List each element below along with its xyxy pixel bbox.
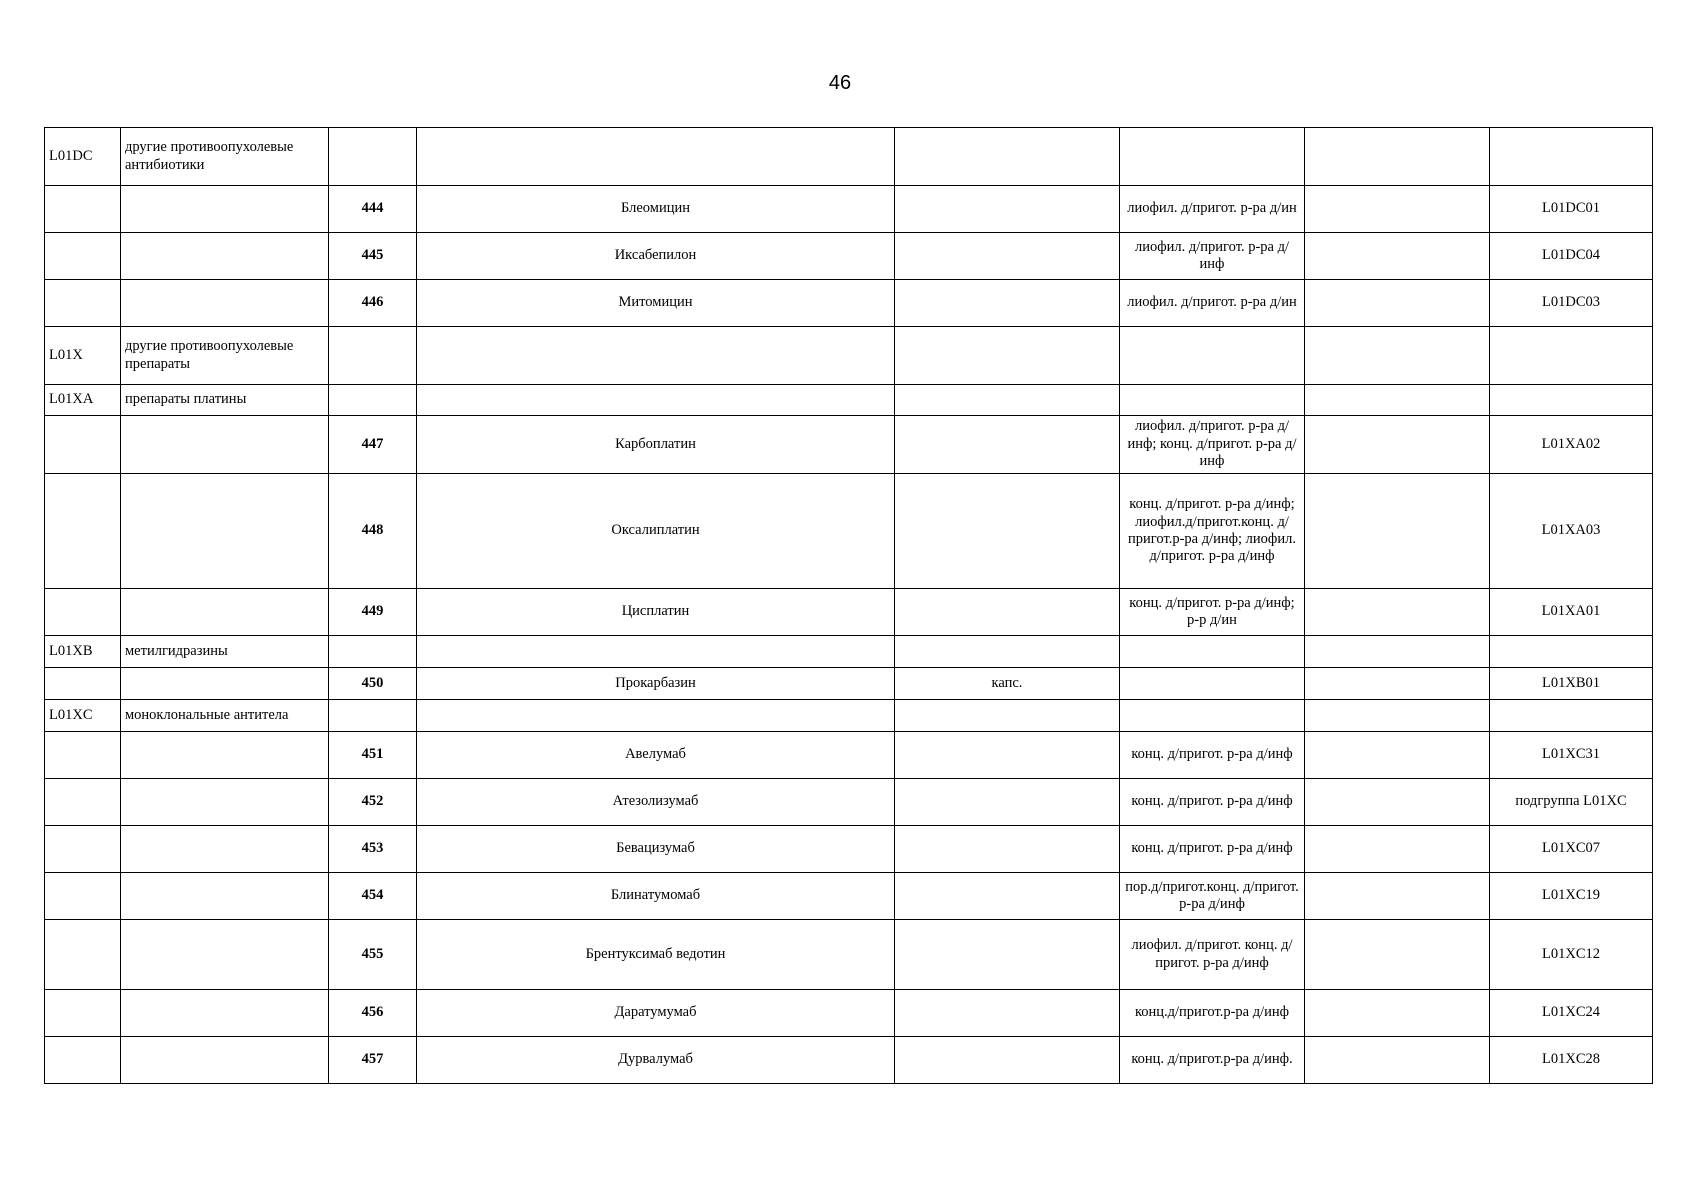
item-number <box>329 700 417 732</box>
dosage-form-injection: конц. д/пригот. р-ра д/инф <box>1120 732 1305 779</box>
atc-code: L01XC31 <box>1490 732 1653 779</box>
atc-code <box>1490 327 1653 385</box>
atc-group-name <box>121 233 329 280</box>
extra-cell <box>1305 920 1490 990</box>
item-number: 450 <box>329 668 417 700</box>
drug-name <box>417 128 895 186</box>
atc-group-code <box>45 1037 121 1084</box>
dosage-form-oral <box>895 636 1120 668</box>
dosage-form-injection: конц. д/пригот. р-ра д/инф; р-р д/ин <box>1120 589 1305 636</box>
dosage-form-injection: лиофил. д/пригот. р-ра д/инф; конц. д/пригот. р-ра д/инф <box>1120 416 1305 474</box>
dosage-form-injection: конц. д/пригот. р-ра д/инф <box>1120 826 1305 873</box>
drug-name <box>417 636 895 668</box>
table-row <box>45 589 1653 636</box>
item-number <box>329 128 417 186</box>
item-number: 448 <box>329 474 417 589</box>
atc-group-code <box>45 990 121 1037</box>
drug-name: Брентуксимаб ведотин <box>417 920 895 990</box>
atc-group-name: другие противоопухолевые препараты <box>121 327 329 385</box>
dosage-form-oral <box>895 732 1120 779</box>
atc-code: L01XC12 <box>1490 920 1653 990</box>
extra-cell <box>1305 589 1490 636</box>
table-row <box>45 1037 1653 1084</box>
table-row <box>45 668 1653 700</box>
atc-group-code <box>45 873 121 920</box>
extra-cell <box>1305 280 1490 327</box>
item-number: 445 <box>329 233 417 280</box>
atc-code: L01DC01 <box>1490 186 1653 233</box>
drug-name: Карбоплатин <box>417 416 895 474</box>
atc-group-name <box>121 186 329 233</box>
atc-group-name <box>121 416 329 474</box>
atc-group-name <box>121 920 329 990</box>
table-row <box>45 826 1653 873</box>
extra-cell <box>1305 416 1490 474</box>
table-row <box>45 186 1653 233</box>
table-row <box>45 873 1653 920</box>
drug-name: Блинатумомаб <box>417 873 895 920</box>
extra-cell <box>1305 779 1490 826</box>
table-row <box>45 700 1653 732</box>
atc-group-name: другие противоопухолевые антибиотики <box>121 128 329 186</box>
dosage-form-injection: лиофил. д/пригот. р-ра д/инф <box>1120 233 1305 280</box>
extra-cell <box>1305 636 1490 668</box>
dosage-form-oral <box>895 589 1120 636</box>
atc-code: L01XC24 <box>1490 990 1653 1037</box>
extra-cell <box>1305 732 1490 779</box>
dosage-form-oral <box>895 700 1120 732</box>
dosage-form-injection <box>1120 700 1305 732</box>
extra-cell <box>1305 668 1490 700</box>
item-number: 454 <box>329 873 417 920</box>
drug-name: Даратумумаб <box>417 990 895 1037</box>
drug-name: Цисплатин <box>417 589 895 636</box>
atc-group-name: метилгидразины <box>121 636 329 668</box>
dosage-form-oral: капс. <box>895 668 1120 700</box>
table-row <box>45 636 1653 668</box>
drug-name: Авелумаб <box>417 732 895 779</box>
drug-name: Иксабепилон <box>417 233 895 280</box>
dosage-form-injection: конц. д/пригот.р-ра д/инф. <box>1120 1037 1305 1084</box>
dosage-form-injection: лиофил. д/пригот. конц. д/пригот. р-ра д/инф <box>1120 920 1305 990</box>
dosage-form-oral <box>895 474 1120 589</box>
table-row <box>45 233 1653 280</box>
drug-name: Блеомицин <box>417 186 895 233</box>
atc-group-name <box>121 990 329 1037</box>
drug-name <box>417 700 895 732</box>
extra-cell <box>1305 700 1490 732</box>
drug-name: Прокарбазин <box>417 668 895 700</box>
extra-cell <box>1305 474 1490 589</box>
atc-group-code <box>45 779 121 826</box>
dosage-form-injection <box>1120 636 1305 668</box>
atc-group-name: моноклональные антитела <box>121 700 329 732</box>
dosage-form-injection <box>1120 385 1305 416</box>
atc-group-code: L01XC <box>45 700 121 732</box>
atc-group-name <box>121 589 329 636</box>
item-number: 444 <box>329 186 417 233</box>
dosage-form-oral <box>895 920 1120 990</box>
dosage-form-oral <box>895 826 1120 873</box>
dosage-form-injection <box>1120 668 1305 700</box>
dosage-form-oral <box>895 327 1120 385</box>
item-number: 446 <box>329 280 417 327</box>
atc-group-code <box>45 732 121 779</box>
item-number: 452 <box>329 779 417 826</box>
drug-name: Бевацизумаб <box>417 826 895 873</box>
atc-code: L01XA03 <box>1490 474 1653 589</box>
atc-group-code <box>45 589 121 636</box>
extra-cell <box>1305 990 1490 1037</box>
table-row <box>45 990 1653 1037</box>
drug-name <box>417 385 895 416</box>
drug-table <box>44 127 1653 1084</box>
table-row <box>45 280 1653 327</box>
atc-code: L01XC07 <box>1490 826 1653 873</box>
atc-code: L01XA01 <box>1490 589 1653 636</box>
atc-group-code <box>45 233 121 280</box>
drug-name: Атезолизумаб <box>417 779 895 826</box>
extra-cell <box>1305 233 1490 280</box>
atc-group-name <box>121 826 329 873</box>
atc-code: L01XA02 <box>1490 416 1653 474</box>
atc-group-name <box>121 779 329 826</box>
atc-code <box>1490 700 1653 732</box>
extra-cell <box>1305 826 1490 873</box>
atc-code <box>1490 385 1653 416</box>
dosage-form-injection: конц. д/пригот. р-ра д/инф <box>1120 779 1305 826</box>
extra-cell <box>1305 327 1490 385</box>
item-number <box>329 385 417 416</box>
dosage-form-injection: конц. д/пригот. р-ра д/инф; лиофил.д/пригот.конц. д/пригот.р-ра д/инф; лиофил. д/пригот. р-ра д/инф <box>1120 474 1305 589</box>
dosage-form-oral <box>895 1037 1120 1084</box>
atc-group-name <box>121 474 329 589</box>
dosage-form-oral <box>895 186 1120 233</box>
dosage-form-injection: конц.д/пригот.р-ра д/инф <box>1120 990 1305 1037</box>
dosage-form-oral <box>895 385 1120 416</box>
dosage-form-injection: лиофил. д/пригот. р-ра д/ин <box>1120 186 1305 233</box>
atc-group-code: L01DC <box>45 128 121 186</box>
atc-code <box>1490 636 1653 668</box>
table-row <box>45 128 1653 186</box>
table-row <box>45 416 1653 474</box>
dosage-form-oral <box>895 128 1120 186</box>
extra-cell <box>1305 873 1490 920</box>
atc-group-name <box>121 668 329 700</box>
drug-name <box>417 327 895 385</box>
drug-name: Митомицин <box>417 280 895 327</box>
dosage-form-injection: лиофил. д/пригот. р-ра д/ин <box>1120 280 1305 327</box>
atc-group-code <box>45 474 121 589</box>
atc-code <box>1490 128 1653 186</box>
item-number: 447 <box>329 416 417 474</box>
item-number: 457 <box>329 1037 417 1084</box>
dosage-form-oral <box>895 416 1120 474</box>
atc-group-name <box>121 1037 329 1084</box>
atc-code: L01XC19 <box>1490 873 1653 920</box>
extra-cell <box>1305 1037 1490 1084</box>
item-number: 456 <box>329 990 417 1037</box>
dosage-form-oral <box>895 873 1120 920</box>
atc-group-name <box>121 280 329 327</box>
atc-group-code <box>45 826 121 873</box>
atc-code: подгруппа L01XC <box>1490 779 1653 826</box>
atc-group-code: L01XB <box>45 636 121 668</box>
dosage-form-oral <box>895 990 1120 1037</box>
dosage-form-oral <box>895 280 1120 327</box>
atc-group-name <box>121 732 329 779</box>
dosage-form-injection <box>1120 128 1305 186</box>
dosage-form-injection <box>1120 327 1305 385</box>
atc-group-code: L01XA <box>45 385 121 416</box>
dosage-form-injection: пор.д/пригот.конц. д/пригот. р-ра д/инф <box>1120 873 1305 920</box>
table-row <box>45 779 1653 826</box>
table-row <box>45 327 1653 385</box>
page-number: 46 <box>828 72 852 94</box>
atc-group-code <box>45 280 121 327</box>
item-number: 455 <box>329 920 417 990</box>
atc-code: L01DC04 <box>1490 233 1653 280</box>
table-row <box>45 732 1653 779</box>
atc-group-code <box>45 416 121 474</box>
item-number <box>329 636 417 668</box>
atc-code: L01XB01 <box>1490 668 1653 700</box>
table-row <box>45 385 1653 416</box>
atc-code: L01XC28 <box>1490 1037 1653 1084</box>
atc-group-name <box>121 873 329 920</box>
extra-cell <box>1305 128 1490 186</box>
dosage-form-oral <box>895 779 1120 826</box>
atc-group-code <box>45 186 121 233</box>
dosage-form-oral <box>895 233 1120 280</box>
item-number <box>329 327 417 385</box>
atc-code: L01DC03 <box>1490 280 1653 327</box>
item-number: 453 <box>329 826 417 873</box>
drug-name: Оксалиплатин <box>417 474 895 589</box>
item-number: 449 <box>329 589 417 636</box>
extra-cell <box>1305 385 1490 416</box>
atc-group-name: препараты платины <box>121 385 329 416</box>
item-number: 451 <box>329 732 417 779</box>
atc-group-code: L01X <box>45 327 121 385</box>
atc-group-code <box>45 920 121 990</box>
table-row <box>45 474 1653 589</box>
extra-cell <box>1305 186 1490 233</box>
drug-name: Дурвалумаб <box>417 1037 895 1084</box>
atc-group-code <box>45 668 121 700</box>
table-row <box>45 920 1653 990</box>
